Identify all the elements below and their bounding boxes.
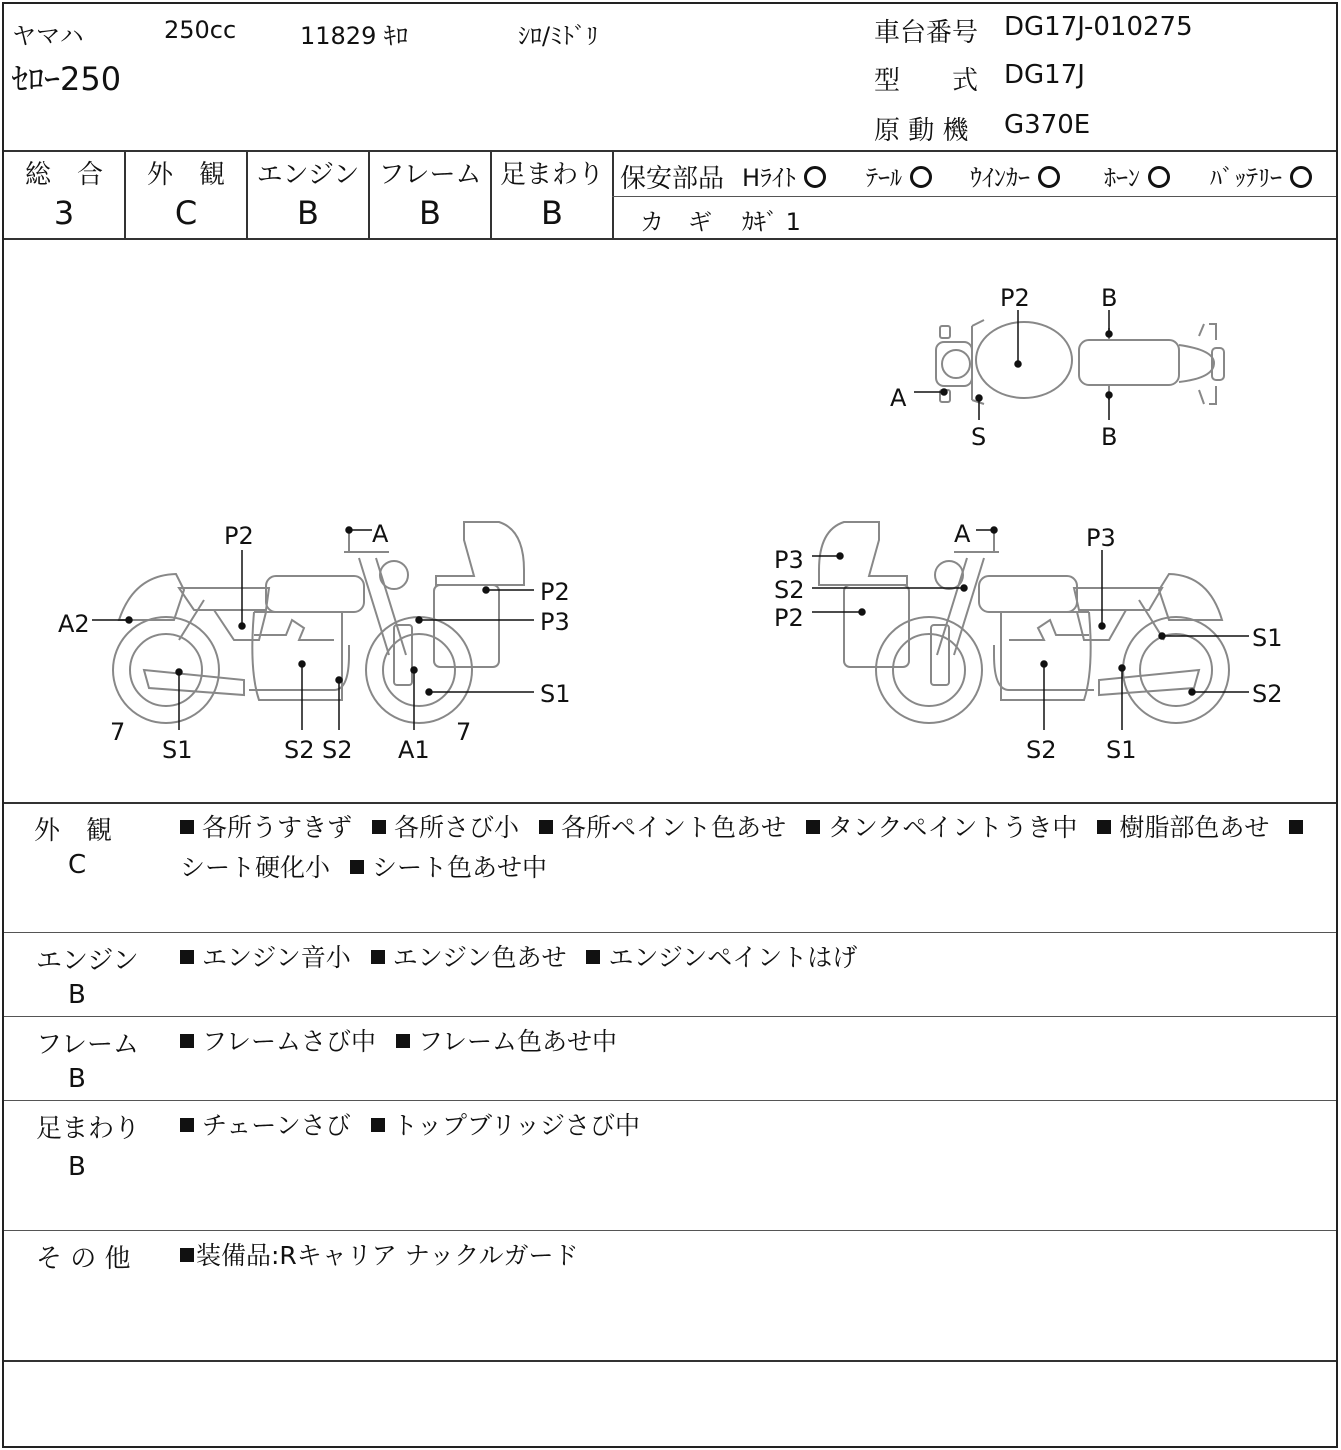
left-label: A xyxy=(372,520,389,548)
note-items-engine: エンジン音小 エンジン色あせ エンジンペイントはげ xyxy=(180,938,1330,978)
right-label: S1 xyxy=(1106,736,1137,764)
engine-model-label: 原 動 機 xyxy=(874,116,969,146)
safety-tail: ﾃｰﾙ xyxy=(866,158,932,193)
frame-no-label: 車台番号 xyxy=(874,18,979,48)
left-label: S2 xyxy=(322,736,353,764)
grade-suspension-label: 足まわり xyxy=(499,160,604,190)
right-label: A xyxy=(954,520,971,548)
safety-label: 保安部品 xyxy=(620,164,725,194)
inspection-sheet xyxy=(2,2,1338,1448)
note-items-other: 装備品:Rキャリア ナックルガード xyxy=(180,1236,1330,1276)
safety-battery: ﾊﾞｯﾃﾘｰ xyxy=(1210,158,1312,193)
ok-circle-icon xyxy=(910,166,932,188)
note-grade: C xyxy=(68,850,87,880)
key-label: カ ギ xyxy=(640,208,712,236)
bullet-square-icon xyxy=(806,820,820,834)
right-label: S2 xyxy=(774,576,805,604)
divider xyxy=(4,1360,1336,1362)
left-label: A1 xyxy=(398,736,430,764)
note-items-suspension: チェーンさび トップブリッジさび中 xyxy=(180,1106,1330,1146)
note-category: フレーム xyxy=(36,1030,139,1060)
grade-total-label: 総 合 xyxy=(24,160,103,190)
note-items-frame: フレームさび中 フレーム色あせ中 xyxy=(180,1022,1330,1062)
bullet-square-icon xyxy=(396,1034,410,1048)
model-name: ｾﾛｰ250 xyxy=(12,60,122,98)
note-grade: B xyxy=(68,1152,86,1182)
bullet-square-icon xyxy=(371,950,385,964)
damage-diagram xyxy=(4,240,1336,802)
type-value: DG17J xyxy=(1004,60,1085,90)
divider xyxy=(4,1100,1336,1101)
note-grade: B xyxy=(68,1064,86,1094)
left-label: P2 xyxy=(224,522,254,550)
grade-total-value: 3 xyxy=(53,194,75,232)
divider xyxy=(4,932,1336,933)
left-label: P3 xyxy=(540,608,570,636)
left-label: A2 xyxy=(58,610,90,638)
divider xyxy=(612,150,614,238)
motorcycle-right-view xyxy=(819,522,1229,723)
type-label: 型 式 xyxy=(874,66,979,96)
bullet-square-icon xyxy=(1097,820,1111,834)
left-label: S2 xyxy=(284,736,315,764)
bullet-square-icon xyxy=(180,1034,194,1048)
mileage: 11829 ｷﾛ xyxy=(300,22,408,50)
ok-circle-icon xyxy=(1038,166,1060,188)
maker: ヤマハ xyxy=(12,22,84,50)
bullet-square-icon xyxy=(371,1118,385,1132)
left-label: S1 xyxy=(162,736,193,764)
left-label: 7 xyxy=(456,718,472,746)
right-label: P3 xyxy=(774,546,804,574)
divider xyxy=(4,802,1336,804)
safety-winker: ｳｲﾝｶｰ xyxy=(970,158,1060,193)
bullet-square-icon xyxy=(180,1118,194,1132)
bullet-square-icon xyxy=(1289,820,1303,834)
bullet-square-icon xyxy=(350,860,364,874)
grade-frame-value: B xyxy=(419,194,441,232)
grade-exterior-label: 外 観 xyxy=(146,160,225,190)
left-label: S1 xyxy=(540,680,571,708)
grade-suspension-value: B xyxy=(541,194,563,232)
top-label: A xyxy=(890,384,907,412)
top-label: P2 xyxy=(1000,284,1030,312)
left-label: 7 xyxy=(110,718,126,746)
note-items-exterior: 各所うすきず 各所さび小 各所ペイント色あせ タンクペイントうき中 樹脂部色あせ シート硬化小 シート色あせ中 xyxy=(180,808,1330,888)
note-category: そ の 他 xyxy=(36,1244,131,1274)
grade-engine-value: B xyxy=(297,194,319,232)
bullet-square-icon xyxy=(539,820,553,834)
safety-horn: ﾎｰﾝ xyxy=(1104,158,1170,193)
divider xyxy=(4,150,1336,152)
divider xyxy=(4,1016,1336,1017)
divider xyxy=(4,1230,1336,1231)
bullet-square-icon xyxy=(180,820,194,834)
ok-circle-icon xyxy=(1290,166,1312,188)
grade-exterior-value: C xyxy=(174,194,198,232)
ok-circle-icon xyxy=(804,166,826,188)
note-category: 外 観 xyxy=(34,816,113,846)
divider xyxy=(612,196,1336,197)
key-value: ｶｷﾞ 1 xyxy=(742,208,801,236)
grade-engine-label: エンジン xyxy=(256,160,360,190)
right-label: P3 xyxy=(1086,524,1116,552)
right-label: S2 xyxy=(1026,736,1057,764)
frame-no-value: DG17J-010275 xyxy=(1004,12,1193,42)
right-label: S2 xyxy=(1252,680,1283,708)
note-category: 足まわり xyxy=(36,1114,141,1144)
left-label: P2 xyxy=(540,578,570,606)
ok-circle-icon xyxy=(1148,166,1170,188)
body-color: ｼﾛ/ﾐﾄﾞﾘ xyxy=(518,22,599,50)
motorcycle-top-view xyxy=(936,320,1224,404)
note-category: エンジン xyxy=(36,946,139,976)
top-label: S xyxy=(971,423,987,451)
bullet-square-icon xyxy=(180,1248,194,1262)
bullet-square-icon xyxy=(586,950,600,964)
motorcycle-left-view xyxy=(113,522,524,723)
displacement: 250cc xyxy=(164,16,237,44)
safety-headlight: Hﾗｲﾄ xyxy=(742,158,826,193)
right-label: P2 xyxy=(774,604,804,632)
grade-frame-label: フレーム xyxy=(378,160,482,190)
bullet-square-icon xyxy=(180,950,194,964)
engine-model-value: G370E xyxy=(1004,110,1091,140)
top-label: B xyxy=(1101,284,1118,312)
top-label: B xyxy=(1101,423,1118,451)
right-label: S1 xyxy=(1252,624,1283,652)
bullet-square-icon xyxy=(372,820,386,834)
note-grade: B xyxy=(68,980,86,1010)
